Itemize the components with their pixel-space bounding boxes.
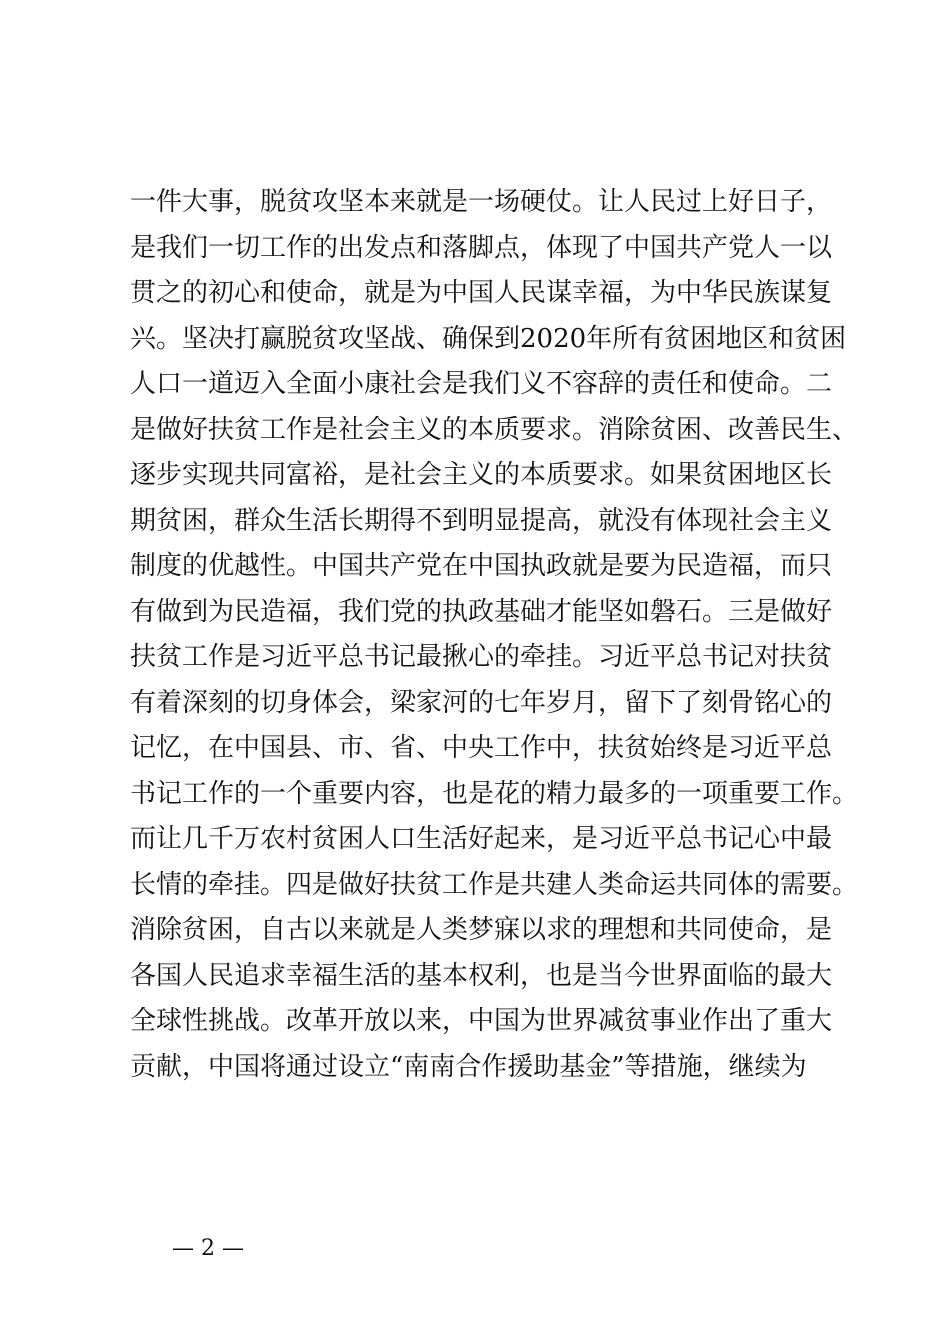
body-text [130,180,860,1090]
text-line: 长情的牵挂。四是做好扶贫工作是共建人类命运共同体的需要。 [130,869,859,900]
text-line: 一件大事，脱贫攻坚本来就是一场硬仗。让人民过上好日子， [130,187,833,217]
text-line: 贯之的初心和使命，就是为中国人民谋幸福，为中华民族谋复 [130,278,833,308]
text-line: 期贫困，群众生活长期得不到明显提高，就没有体现社会主义 [130,505,833,536]
text-line: 制度的优越性。中国共产党在中国执政就是要为民造福，而只 [130,551,833,581]
text-line: 消除贫困，自古以来就是人类梦寐以求的理想和共同使命，是 [130,915,833,945]
page-number: — 2 — [172,1236,244,1261]
text-line: 兴。坚决打赢脱贫攻坚战、确保到2020年所有贫困地区和贫困 [130,323,847,354]
text-line: 人口一道迈入全面小康社会是我们义不容辞的责任和使命。二 [130,369,833,399]
text-line: 书记工作的一个重要内容，也是花的精力最多的一项重要工作。 [130,778,859,809]
text-line: 而让几千万农村贫困人口生活好起来，是习近平总书记心中最 [130,824,833,854]
text-line: 各国人民追求幸福生活的基本权利，也是当今世界面临的最大 [130,960,833,991]
text-line: 全球性挑战。改革开放以来，中国为世界减贫事业作出了重大 [130,1006,833,1036]
text-line: 是做好扶贫工作是社会主义的本质要求。消除贫困、改善民生、 [130,414,859,445]
text-line: 有着深刻的切身体会，梁家河的七年岁月，留下了刻骨铭心的 [130,687,833,718]
text-line: 有做到为民造福，我们党的执政基础才能坚如磐石。三是做好 [130,596,833,627]
text-line: 逐步实现共同富裕，是社会主义的本质要求。如果贫困地区长 [130,460,833,490]
text-line: 是我们一切工作的出发点和落脚点，体现了中国共产党人一以 [130,232,833,263]
text-line: 扶贫工作是习近平总书记最揪心的牵挂。习近平总书记对扶贫 [130,642,833,672]
text-line: 贡献，中国将通过设立“南南合作援助基金”等措施，继续为 [130,1051,807,1082]
text-line: 记忆，在中国县、市、省、中央工作中，扶贫始终是习近平总 [130,733,833,763]
